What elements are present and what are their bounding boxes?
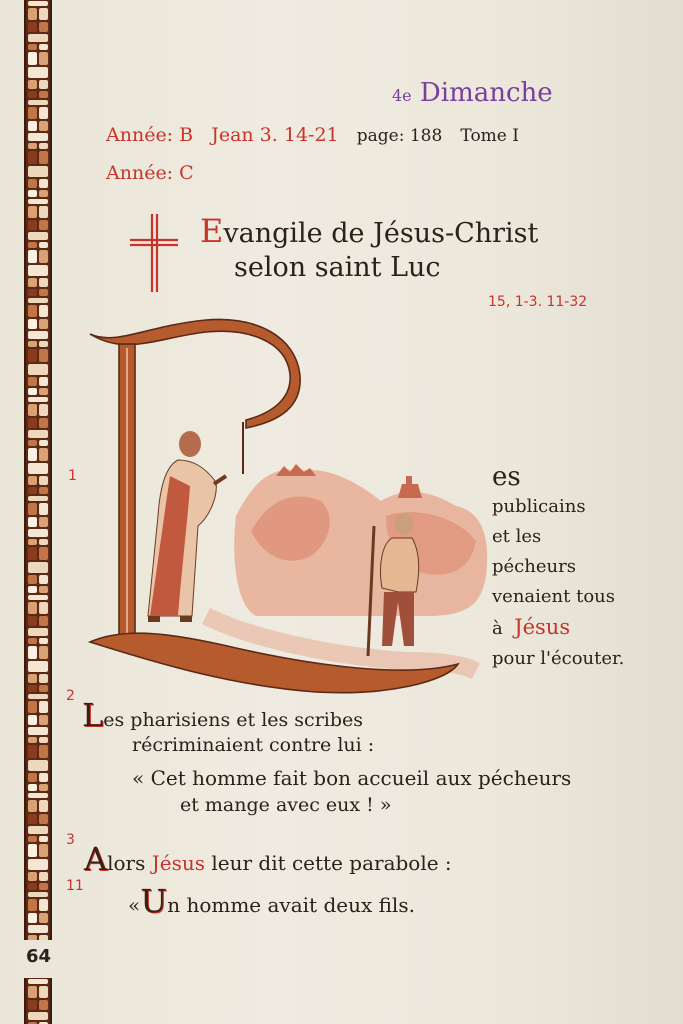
mosaic-tile [28, 602, 37, 614]
mosaic-tile [39, 448, 48, 461]
mosaic-tile [39, 872, 48, 881]
mosaic-tile [28, 278, 37, 287]
intro-es: es [492, 462, 521, 492]
mosaic-tile [39, 646, 48, 659]
para2-line3: « Cet homme fait bon accueil aux pécheurs [132, 766, 572, 790]
mosaic-tile [39, 305, 48, 317]
decorative-border-bottom [24, 978, 52, 1024]
mosaic-tile [39, 883, 48, 890]
mosaic-tile [39, 674, 48, 683]
para3-jesus: Jésus [151, 851, 205, 875]
cross-icon [128, 212, 180, 294]
mosaic-tile [39, 638, 48, 644]
mosaic-tile [28, 883, 37, 890]
mosaic-tile [39, 349, 48, 362]
mosaic-tile [39, 91, 48, 98]
mosaic-tile [28, 341, 37, 347]
mosaic-tile [28, 133, 48, 141]
mosaic-tile [28, 377, 37, 386]
mosaic-tile [39, 784, 48, 791]
mosaic-tile [39, 418, 48, 428]
mosaic-tile [28, 586, 37, 593]
mosaic-tile [39, 844, 48, 857]
title-line2: selon saint Luc [234, 252, 441, 283]
jesus-figure [148, 431, 226, 622]
mosaic-tile [28, 364, 48, 375]
mosaic-tile [28, 80, 37, 89]
mosaic-tile [39, 206, 48, 218]
decorative-border [24, 0, 52, 940]
mosaic-tile [28, 701, 37, 713]
intro-line-3: pécheurs [492, 556, 576, 577]
mosaic-tile [28, 190, 37, 197]
para3-post: leur dit cette parabole : [205, 851, 452, 875]
mosaic-tile [28, 349, 37, 362]
mosaic-tile [39, 745, 48, 758]
mosaic-tile [39, 487, 48, 494]
mosaic-tile [28, 242, 37, 248]
mosaic-tile [39, 319, 48, 329]
mosaic-tile [28, 232, 48, 240]
dropcap-l: L [82, 696, 104, 734]
mosaic-tile [28, 404, 37, 416]
mosaic-tile [39, 107, 48, 119]
year-b-tome: Tome I [460, 126, 519, 146]
mosaic-tile [28, 859, 48, 870]
mosaic-tile [28, 737, 37, 743]
mosaic-tile [28, 1012, 48, 1020]
para4-rest: n homme avait deux fils. [167, 893, 415, 917]
mosaic-tile [28, 925, 48, 933]
mosaic-tile [39, 388, 48, 395]
mosaic-tile [39, 341, 48, 347]
mosaic-tile [28, 575, 37, 584]
intro-line-5 [492, 612, 624, 644]
mosaic-pattern [26, 0, 50, 940]
mosaic-tile [28, 1, 48, 6]
mosaic-tile [39, 190, 48, 197]
mosaic-tile [39, 289, 48, 296]
mosaic-tile [28, 289, 37, 296]
mosaic-tile [28, 388, 37, 395]
mosaic-tile [39, 586, 48, 593]
mosaic-tile [39, 773, 48, 782]
mosaic-tile [39, 913, 48, 923]
mosaic-tile [39, 899, 48, 911]
sunday-word: Dimanche [419, 78, 553, 108]
mosaic-tile [39, 52, 48, 65]
mosaic-tile [28, 715, 37, 725]
mosaic-tile [39, 616, 48, 626]
mosaic-tile [28, 265, 48, 276]
mosaic-tile [28, 305, 37, 317]
mosaic-tile [28, 935, 37, 940]
mosaic-tile [39, 547, 48, 560]
mosaic-tile [28, 595, 48, 600]
mosaic-tile [28, 100, 48, 105]
year-b-line [106, 124, 519, 146]
mosaic-tile [28, 685, 37, 692]
mosaic-tile [39, 220, 48, 230]
mosaic-tile [28, 517, 37, 527]
mosaic-tile [28, 34, 48, 42]
para3-line [84, 840, 452, 878]
mosaic-tile [28, 319, 37, 329]
mosaic-tile [28, 67, 48, 78]
mosaic-tile [28, 166, 48, 177]
mosaic-tile [39, 715, 48, 725]
mosaic-tile [28, 745, 37, 758]
mosaic-tile [28, 562, 48, 573]
para4-line [128, 882, 415, 920]
mosaic-tile [28, 496, 48, 501]
year-b-label: Année: B [106, 124, 194, 146]
illuminated-initial-l [86, 316, 496, 700]
mosaic-tile [28, 773, 37, 782]
mosaic-pattern-bottom [26, 978, 50, 1024]
mosaic-tile [39, 250, 48, 263]
mosaic-tile [28, 151, 37, 164]
mosaic-tile [28, 143, 37, 149]
mosaic-tile [28, 784, 37, 791]
mosaic-tile [39, 737, 48, 743]
mosaic-tile [39, 517, 48, 527]
mosaic-tile [28, 463, 48, 474]
mosaic-tile [28, 539, 37, 545]
para2-line2: récriminaient contre lui : [132, 734, 375, 756]
mosaic-tile [39, 440, 48, 446]
mosaic-tile [39, 836, 48, 842]
intro-jesus: Jésus [514, 615, 571, 639]
mosaic-tile [28, 298, 48, 303]
mosaic-tile [39, 80, 48, 89]
mosaic-tile [39, 503, 48, 515]
mosaic-tile [28, 793, 48, 798]
mosaic-tile [28, 844, 37, 857]
mosaic-tile [28, 22, 37, 32]
dropcap-a: A [84, 840, 108, 878]
mosaic-tile [39, 151, 48, 164]
mosaic-tile [28, 638, 37, 644]
mosaic-tile [28, 646, 37, 659]
mosaic-tile [39, 179, 48, 188]
verse-number-2: 2 [66, 688, 75, 704]
landscape-illustration [206, 464, 487, 671]
mosaic-tile [28, 616, 37, 626]
intro-text [492, 462, 624, 674]
verse-number-11: 11 [66, 878, 84, 894]
intro-line-1: publicains [492, 496, 586, 517]
mosaic-tile [28, 397, 48, 402]
mosaic-tile [39, 986, 48, 998]
mosaic-tile [28, 44, 37, 50]
mosaic-tile [28, 872, 37, 881]
mosaic-tile [28, 430, 48, 438]
mosaic-tile [39, 278, 48, 287]
mosaic-tile [28, 892, 48, 897]
gospel-title [200, 214, 538, 285]
intro-line-6: pour l'écouter. [492, 648, 625, 669]
mosaic-tile [39, 22, 48, 32]
mosaic-tile [28, 836, 37, 842]
mosaic-tile [28, 826, 48, 834]
mosaic-tile [28, 487, 37, 494]
mosaic-tile [28, 107, 37, 119]
mosaic-tile [39, 602, 48, 614]
sunday-number: 4e [392, 86, 412, 105]
para3-pre: lors [107, 851, 152, 875]
mosaic-tile [28, 331, 48, 339]
mosaic-tile [28, 250, 37, 263]
mosaic-tile [28, 694, 48, 699]
mosaic-tile [28, 91, 37, 98]
title-line1: vangile de Jésus-Christ [223, 218, 539, 249]
mosaic-tile [28, 760, 48, 771]
mosaic-tile [28, 440, 37, 446]
mosaic-tile [28, 986, 37, 998]
mosaic-tile [28, 979, 48, 984]
mosaic-tile [39, 476, 48, 485]
intro-a: à [492, 618, 503, 639]
mosaic-tile [39, 404, 48, 416]
mosaic-tile [39, 701, 48, 713]
mosaic-tile [28, 727, 48, 735]
mosaic-tile [28, 418, 37, 428]
mosaic-tile [28, 476, 37, 485]
title-initial: E [200, 212, 224, 250]
mosaic-tile [28, 220, 37, 230]
mosaic-tile [28, 1000, 37, 1010]
year-c-line [106, 162, 194, 184]
dropcap-u: U [140, 882, 168, 920]
mosaic-tile [39, 539, 48, 545]
mosaic-tile [28, 503, 37, 515]
para2-text1: es pharisiens et les scribes [103, 709, 364, 731]
intro-line-4: venaient tous [492, 586, 616, 607]
mosaic-tile [28, 199, 48, 204]
mosaic-tile [28, 529, 48, 537]
mosaic-tile [39, 8, 48, 20]
verse-number-3: 3 [66, 832, 75, 848]
mosaic-tile [28, 628, 48, 636]
sunday-heading [392, 78, 553, 108]
year-b-page: page: 188 [356, 126, 443, 146]
mosaic-tile [28, 121, 37, 131]
mosaic-tile [28, 52, 37, 65]
para4-quote: « [128, 893, 141, 917]
mosaic-tile [39, 1000, 48, 1010]
mosaic-tile [39, 935, 48, 940]
year-b-reading: Jean 3. 14-21 [211, 124, 339, 146]
mosaic-tile [28, 547, 37, 560]
mosaic-tile [28, 800, 37, 812]
mosaic-tile [28, 814, 37, 824]
mosaic-tile [39, 575, 48, 584]
para2-line1 [82, 696, 363, 734]
mosaic-tile [28, 179, 37, 188]
mosaic-tile [28, 674, 37, 683]
verse-number-1: 1 [68, 468, 77, 484]
mosaic-tile [28, 899, 37, 911]
mosaic-tile [39, 377, 48, 386]
mosaic-tile [39, 800, 48, 812]
mosaic-tile [28, 913, 37, 923]
mosaic-tile [39, 242, 48, 248]
para2-line4: et mange avec eux ! » [180, 794, 392, 816]
mosaic-tile [28, 8, 37, 20]
mosaic-tile [28, 448, 37, 461]
mosaic-tile [39, 814, 48, 824]
page-number: 64 [26, 946, 52, 967]
intro-line-2: et les [492, 526, 542, 547]
scripture-reference: 15, 1-3. 11-32 [488, 294, 588, 310]
year-c-label: Année: C [106, 162, 194, 184]
mosaic-tile [28, 206, 37, 218]
mosaic-tile [39, 143, 48, 149]
mosaic-tile [39, 121, 48, 131]
mosaic-tile [39, 44, 48, 50]
mosaic-tile [28, 661, 48, 672]
mosaic-tile [39, 685, 48, 692]
